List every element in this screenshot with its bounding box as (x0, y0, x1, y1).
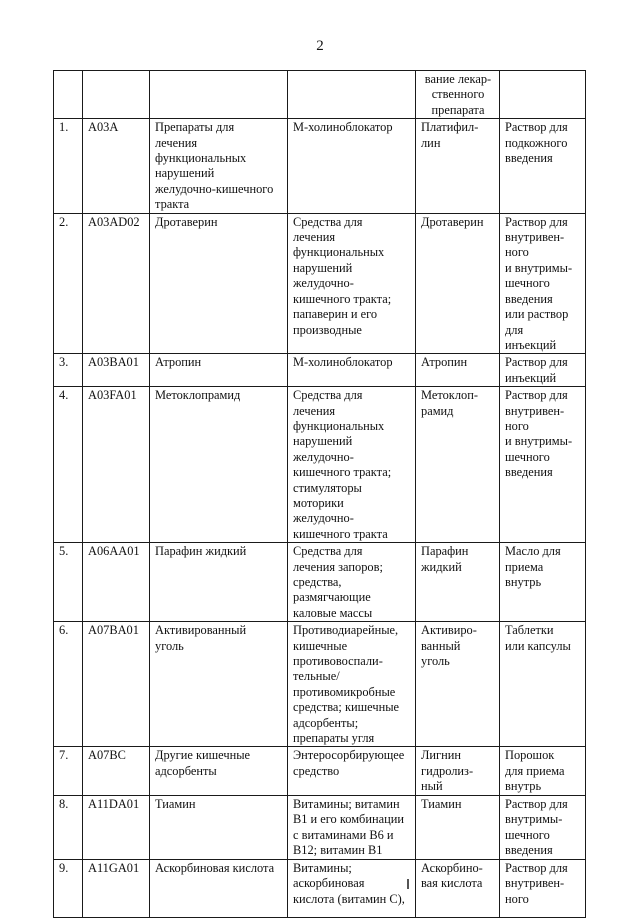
atc-name-cell (150, 387, 288, 543)
table-row (54, 354, 586, 387)
cell-line: Витамины; (293, 860, 352, 875)
cell-line: нарушений (293, 434, 353, 449)
atc-code-cell: A11DA01 (83, 795, 150, 859)
cell-line: Лигнин (421, 748, 462, 763)
atc-name-cell (150, 213, 288, 354)
cell-line: Тиамин (155, 796, 196, 811)
dosage-form-cell (500, 859, 586, 917)
table-row (54, 622, 586, 747)
cell-line: папаверин и его (293, 307, 378, 322)
drug-name-cell (416, 747, 500, 795)
cell-line: инъекций (505, 370, 557, 385)
atc-name-cell (150, 119, 288, 213)
cell-line: Масло для (505, 544, 561, 559)
page-number: 2 (316, 38, 324, 54)
row-number-cell: 8. (54, 795, 83, 859)
cell-line: Раствор для (505, 860, 568, 875)
cell-line: кислота (витамин C), (293, 891, 405, 906)
table-row (54, 119, 586, 213)
cell-line: Средства для (293, 388, 363, 403)
pharm-group-cell (288, 354, 416, 387)
cell-line: уголь (421, 654, 450, 669)
cell-line: или капсулы (505, 638, 571, 653)
cell-line: Парафин жидкий (155, 544, 247, 559)
cell-line: лечения (293, 230, 336, 245)
cell-line: приема (505, 559, 544, 574)
cell-line: Метоклоп- (421, 388, 478, 403)
cell-line: и внутримы- (505, 434, 573, 449)
cell-line: М-холиноблокатор (293, 120, 393, 135)
cell-line: Раствор для (505, 388, 568, 403)
pharm-group-cell (288, 747, 416, 795)
atc-code-cell: A03A (83, 119, 150, 213)
cell-line: средства; кишечные (293, 700, 400, 715)
cell-line: Активиро- (421, 623, 477, 638)
cell-line: Парафин (421, 544, 469, 559)
table-header-continuation-row (54, 71, 586, 119)
cell-line: стимуляторы (293, 480, 362, 495)
row-number-cell: 5. (54, 543, 83, 622)
cell-line: введения (505, 842, 553, 857)
cell-line: лин (421, 135, 441, 150)
cell-line: Активированный (155, 623, 247, 638)
cell-line: тракта (155, 197, 190, 212)
atc-code-cell: A07BC (83, 747, 150, 795)
cell-line: Витамины; витамин (293, 796, 400, 811)
atc-name-cell (150, 354, 288, 387)
cell-line: внутрь (505, 575, 542, 589)
atc-code-cell: A03AD02 (83, 213, 150, 354)
cell-line: внутривен- (505, 230, 565, 245)
table-row (54, 213, 586, 354)
cell-line: Дротаверин (421, 214, 484, 229)
cell-line: внутримы- (505, 812, 563, 827)
atc-code-cell: A07BA01 (83, 622, 150, 747)
cell-line: адсорбенты; (293, 715, 359, 730)
atc-code-cell: A03FA01 (83, 387, 150, 543)
dosage-form-cell (500, 795, 586, 859)
drug-name-cell (416, 543, 500, 622)
row-number-cell: 9. (54, 859, 83, 917)
drug-name-cell (416, 119, 500, 213)
table-row (54, 795, 586, 859)
cell-line: Раствор для (505, 355, 568, 370)
cell-line: Атропин (421, 355, 468, 370)
drug-table (53, 70, 586, 918)
cell-line: каловые массы (293, 605, 373, 620)
row-number-cell: 1. (54, 119, 83, 213)
pharm-group-cell (288, 387, 416, 543)
cell-line: средства, (293, 575, 342, 589)
cell-line: для приема (505, 763, 565, 778)
table-row (54, 543, 586, 622)
pharm-group-cell (288, 859, 416, 917)
atc-name-cell (150, 747, 288, 795)
cell-line: Раствор для (505, 120, 568, 135)
drug-name-cell (416, 622, 500, 747)
cell-line: Дротаверин (155, 214, 218, 229)
atc-name-cell (150, 859, 288, 917)
cell-line: шечного (505, 827, 550, 842)
cell-line: вая кислота (421, 876, 483, 891)
header-cell-group (288, 71, 416, 119)
cell-line: нарушений (293, 260, 353, 275)
cell-line: B12; витамин B1 (293, 842, 383, 857)
drug-name-cell (416, 795, 500, 859)
cell-line: противовоспали- (293, 654, 383, 669)
dosage-form-cell (500, 119, 586, 213)
cell-line: средство (293, 763, 340, 778)
cell-line: Метоклопрамид (155, 388, 241, 403)
cell-line: функциональных (293, 245, 385, 260)
cell-line: для (505, 322, 524, 337)
cell-line: кишечного тракта; (293, 465, 392, 480)
cell-line: Аскорбиновая кислота (155, 860, 275, 875)
cell-line: тельные/ (293, 669, 340, 684)
row-number-cell: 6. (54, 622, 83, 747)
cell-line: шечного (505, 449, 550, 464)
dosage-form-cell (500, 622, 586, 747)
dosage-form-cell (500, 354, 586, 387)
cell-line: внутрь (505, 779, 542, 794)
cell-line: или раствор (505, 307, 569, 322)
cell-line: Тиамин (421, 796, 462, 811)
atc-name-cell (150, 795, 288, 859)
pharm-group-cell (288, 213, 416, 354)
header-line: ственного (431, 87, 485, 102)
header-line: препарата (431, 102, 485, 117)
header-cell-name (150, 71, 288, 119)
scan-mark (407, 879, 409, 889)
cell-line: М-холиноблокатор (293, 355, 393, 370)
cell-line: Противодиарейные, (293, 623, 399, 638)
cell-line: жидкий (421, 559, 462, 574)
cell-line: кишечного тракта; (293, 291, 392, 306)
cell-line: с витаминами B6 и (293, 827, 394, 842)
cell-line: Раствор для (505, 214, 568, 229)
header-cell-form (500, 71, 586, 119)
cell-line: Энтеросорбирующее (293, 748, 405, 763)
cell-line: функциональных (155, 151, 247, 166)
cell-line: внутривен- (505, 876, 565, 891)
pharm-group-cell (288, 622, 416, 747)
drug-name-cell (416, 354, 500, 387)
cell-line: ного (505, 245, 529, 260)
cell-line: Атропин (155, 355, 202, 370)
cell-line: Другие кишечные (155, 748, 251, 763)
cell-line: лечения (293, 403, 336, 418)
cell-line: аскорбиновая (293, 876, 365, 891)
cell-line: ного (505, 418, 529, 433)
cell-line: гидролиз- (421, 763, 474, 778)
atc-code-cell: A06AA01 (83, 543, 150, 622)
pharm-group-cell (288, 543, 416, 622)
header-line: вание лекар- (424, 72, 492, 86)
cell-line: препараты угля (293, 731, 375, 746)
table-row (54, 387, 586, 543)
table-row (54, 859, 586, 917)
cell-line: Аскорбино- (421, 860, 483, 875)
cell-line: кишечные (293, 638, 348, 653)
cell-line: введения (505, 465, 553, 480)
cell-line: желудочно- (293, 449, 354, 464)
cell-line: инъекций (505, 337, 557, 352)
cell-line: и внутримы- (505, 260, 573, 275)
cell-line: Средства для (293, 214, 363, 229)
drug-name-cell (416, 213, 500, 354)
cell-line: кишечного тракта (293, 526, 388, 541)
atc-name-cell (150, 622, 288, 747)
row-number-cell: 7. (54, 747, 83, 795)
atc-code-cell: A03BA01 (83, 354, 150, 387)
cell-line: желудочно- (293, 511, 354, 526)
header-cell-code (83, 71, 150, 119)
cell-line: введения (505, 151, 553, 166)
cell-line: введения (505, 291, 553, 306)
cell-line: ванный (421, 638, 461, 653)
cell-line: Средства для (293, 544, 363, 559)
cell-line: рамид (421, 403, 454, 418)
drug-name-cell (416, 859, 500, 917)
cell-line: внутривен- (505, 403, 565, 418)
cell-line: Порошок (505, 748, 555, 763)
cell-line: ного (505, 891, 529, 906)
cell-line: нарушений (155, 166, 215, 181)
dosage-form-cell (500, 387, 586, 543)
pharm-group-cell (288, 119, 416, 213)
header-cell-number (54, 71, 83, 119)
cell-line: противомикробные (293, 684, 396, 699)
cell-line: желудочно-кишечного (155, 181, 274, 196)
cell-line: Таблетки (505, 623, 554, 638)
cell-line: Раствор для (505, 796, 568, 811)
cell-line: функциональных (293, 418, 385, 433)
cell-line: Препараты для (155, 120, 235, 135)
cell-line: желудочно- (293, 276, 354, 291)
cell-line: шечного (505, 276, 550, 291)
drug-name-cell (416, 387, 500, 543)
cell-line: подкожного (505, 135, 568, 150)
cell-line: уголь (155, 638, 184, 653)
row-number-cell: 2. (54, 213, 83, 354)
header-cell-drug-name (416, 71, 500, 119)
cell-line: B1 и его комбинации (293, 812, 405, 827)
cell-line: лечения (155, 135, 198, 150)
table-row (54, 747, 586, 795)
dosage-form-cell (500, 213, 586, 354)
atc-code-cell: A11GA01 (83, 859, 150, 917)
cell-line: адсорбенты (155, 763, 217, 778)
cell-line: производные (293, 322, 362, 337)
cell-line: лечения запоров; (293, 559, 383, 574)
dosage-form-cell (500, 747, 586, 795)
cell-line: Платифил- (421, 120, 479, 135)
dosage-form-cell (500, 543, 586, 622)
cell-line: моторики (293, 495, 344, 510)
row-number-cell: 4. (54, 387, 83, 543)
pharm-group-cell (288, 795, 416, 859)
cell-line: ный (421, 779, 443, 794)
row-number-cell: 3. (54, 354, 83, 387)
cell-line: размягчающие (293, 590, 371, 605)
atc-name-cell (150, 543, 288, 622)
